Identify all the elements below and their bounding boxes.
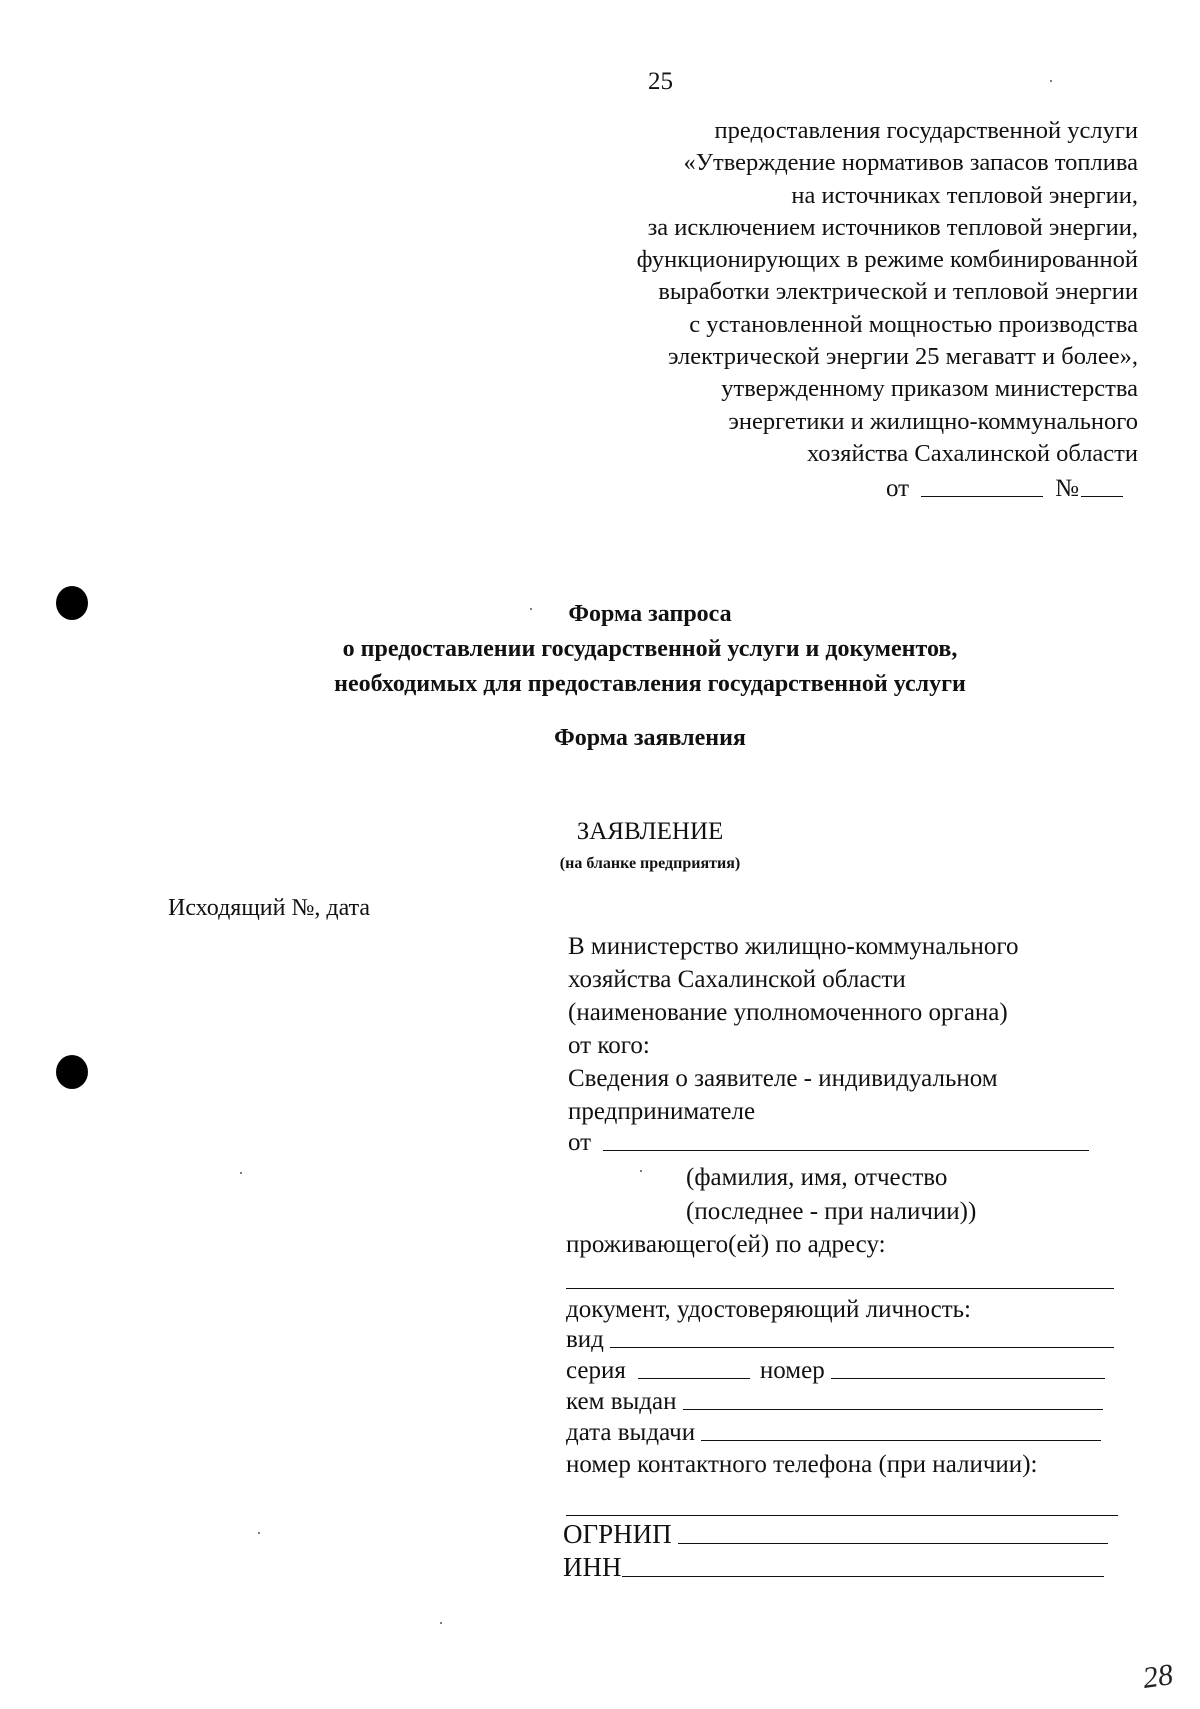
statement-heading: ЗАЯВЛЕНИЕ <box>576 818 724 845</box>
header-line: «Утверждение нормативов запасов топлива <box>683 149 1138 177</box>
punch-hole-mark <box>56 586 88 620</box>
scan-speck <box>240 1172 242 1174</box>
number-blank[interactable] <box>831 1377 1105 1379</box>
scan-speck <box>440 1622 442 1624</box>
approval-header <box>458 115 1138 470</box>
issue-date-row <box>566 1419 1101 1447</box>
applicant-name-row <box>568 1129 1089 1157</box>
order-date-blank[interactable] <box>921 495 1043 497</box>
recipient-line: (наименование уполномоченного органа) <box>568 999 1008 1026</box>
scan-speck <box>258 1532 260 1534</box>
order-date-number-row <box>886 475 1123 503</box>
series-number-row <box>566 1357 1105 1385</box>
form-title <box>200 597 1100 702</box>
header-line: энергетики и жилищно-коммунального <box>728 407 1138 435</box>
handwritten-page-mark: 28 <box>1140 1658 1176 1695</box>
header-line: на источниках тепловой энергии, <box>791 181 1138 209</box>
punch-hole-mark <box>56 1055 88 1089</box>
name-note: (фамилия, имя, отчество <box>686 1164 948 1191</box>
scan-speck <box>530 608 532 610</box>
title-line: Форма запроса <box>568 601 732 627</box>
order-date-label: от <box>886 475 910 502</box>
recipient-line: Сведения о заявителе - индивидуальном <box>568 1065 998 1092</box>
inn-label: ИНН <box>563 1552 622 1582</box>
id-document-label: документ, удостоверяющий личность: <box>566 1296 971 1323</box>
address-blank[interactable] <box>566 1288 1114 1289</box>
statement-note: (на бланке предприятия) <box>559 855 741 872</box>
phone-blank[interactable] <box>566 1515 1118 1516</box>
form-subtitle: Форма заявления <box>554 725 746 751</box>
name-note: (последнее - при наличии)) <box>686 1198 977 1225</box>
ogrnip-row <box>563 1519 1108 1550</box>
recipient-line: В министерство жилищно-коммунального <box>568 933 1019 960</box>
recipient-line: предпринимателе <box>568 1098 756 1125</box>
ogrnip-blank[interactable] <box>678 1542 1108 1544</box>
id-type-label: вид <box>566 1326 604 1353</box>
header-line: функционирующих в режиме комбинированной <box>636 246 1138 274</box>
page-number: 25 <box>648 68 673 95</box>
header-line: утвержденному приказом министерства <box>721 375 1138 403</box>
phone-label: номер контактного телефона (при наличии): <box>566 1451 1038 1478</box>
outgoing-number-date: Исходящий №, дата <box>168 895 371 921</box>
title-line: необходимых для предоставления государственной услуги <box>334 671 966 697</box>
header-line: предоставления государственной услуги <box>714 117 1138 144</box>
issued-by-blank[interactable] <box>683 1408 1103 1410</box>
scan-speck <box>1050 80 1052 82</box>
recipient-line: хозяйства Сахалинской области <box>568 966 906 993</box>
scan-speck <box>640 1170 642 1172</box>
from-label: от <box>568 1129 592 1156</box>
header-line: электрической энергии 25 мегаватт и более», <box>667 343 1138 371</box>
header-line: за исключением источников тепловой энергии, <box>647 213 1138 241</box>
id-type-blank[interactable] <box>610 1346 1114 1348</box>
inn-row <box>563 1552 1104 1583</box>
applicant-name-blank[interactable] <box>603 1149 1089 1151</box>
series-blank[interactable] <box>638 1377 750 1379</box>
header-line: выработки электрической и тепловой энергии <box>658 278 1138 306</box>
order-number-blank[interactable] <box>1081 495 1123 497</box>
issue-date-blank[interactable] <box>701 1439 1101 1441</box>
title-line: о предоставлении государственной услуги и документов, <box>342 636 958 662</box>
issue-date-label: дата выдачи <box>566 1419 696 1446</box>
header-line: с установленной мощностью производства <box>689 310 1138 338</box>
order-number-label: № <box>1055 475 1079 502</box>
address-label: проживающего(ей) по адресу: <box>566 1231 886 1258</box>
id-type-row <box>566 1326 1114 1354</box>
header-line: хозяйства Сахалинской области <box>806 439 1138 467</box>
ogrnip-label: ОГРНИП <box>563 1519 672 1549</box>
series-label: серия <box>566 1357 626 1384</box>
issued-by-row <box>566 1388 1103 1416</box>
number-label: номер <box>759 1357 825 1384</box>
inn-blank[interactable] <box>622 1575 1104 1577</box>
recipient-line: от кого: <box>568 1032 650 1059</box>
recipient-block <box>568 930 1019 1128</box>
issued-by-label: кем выдан <box>566 1388 677 1415</box>
